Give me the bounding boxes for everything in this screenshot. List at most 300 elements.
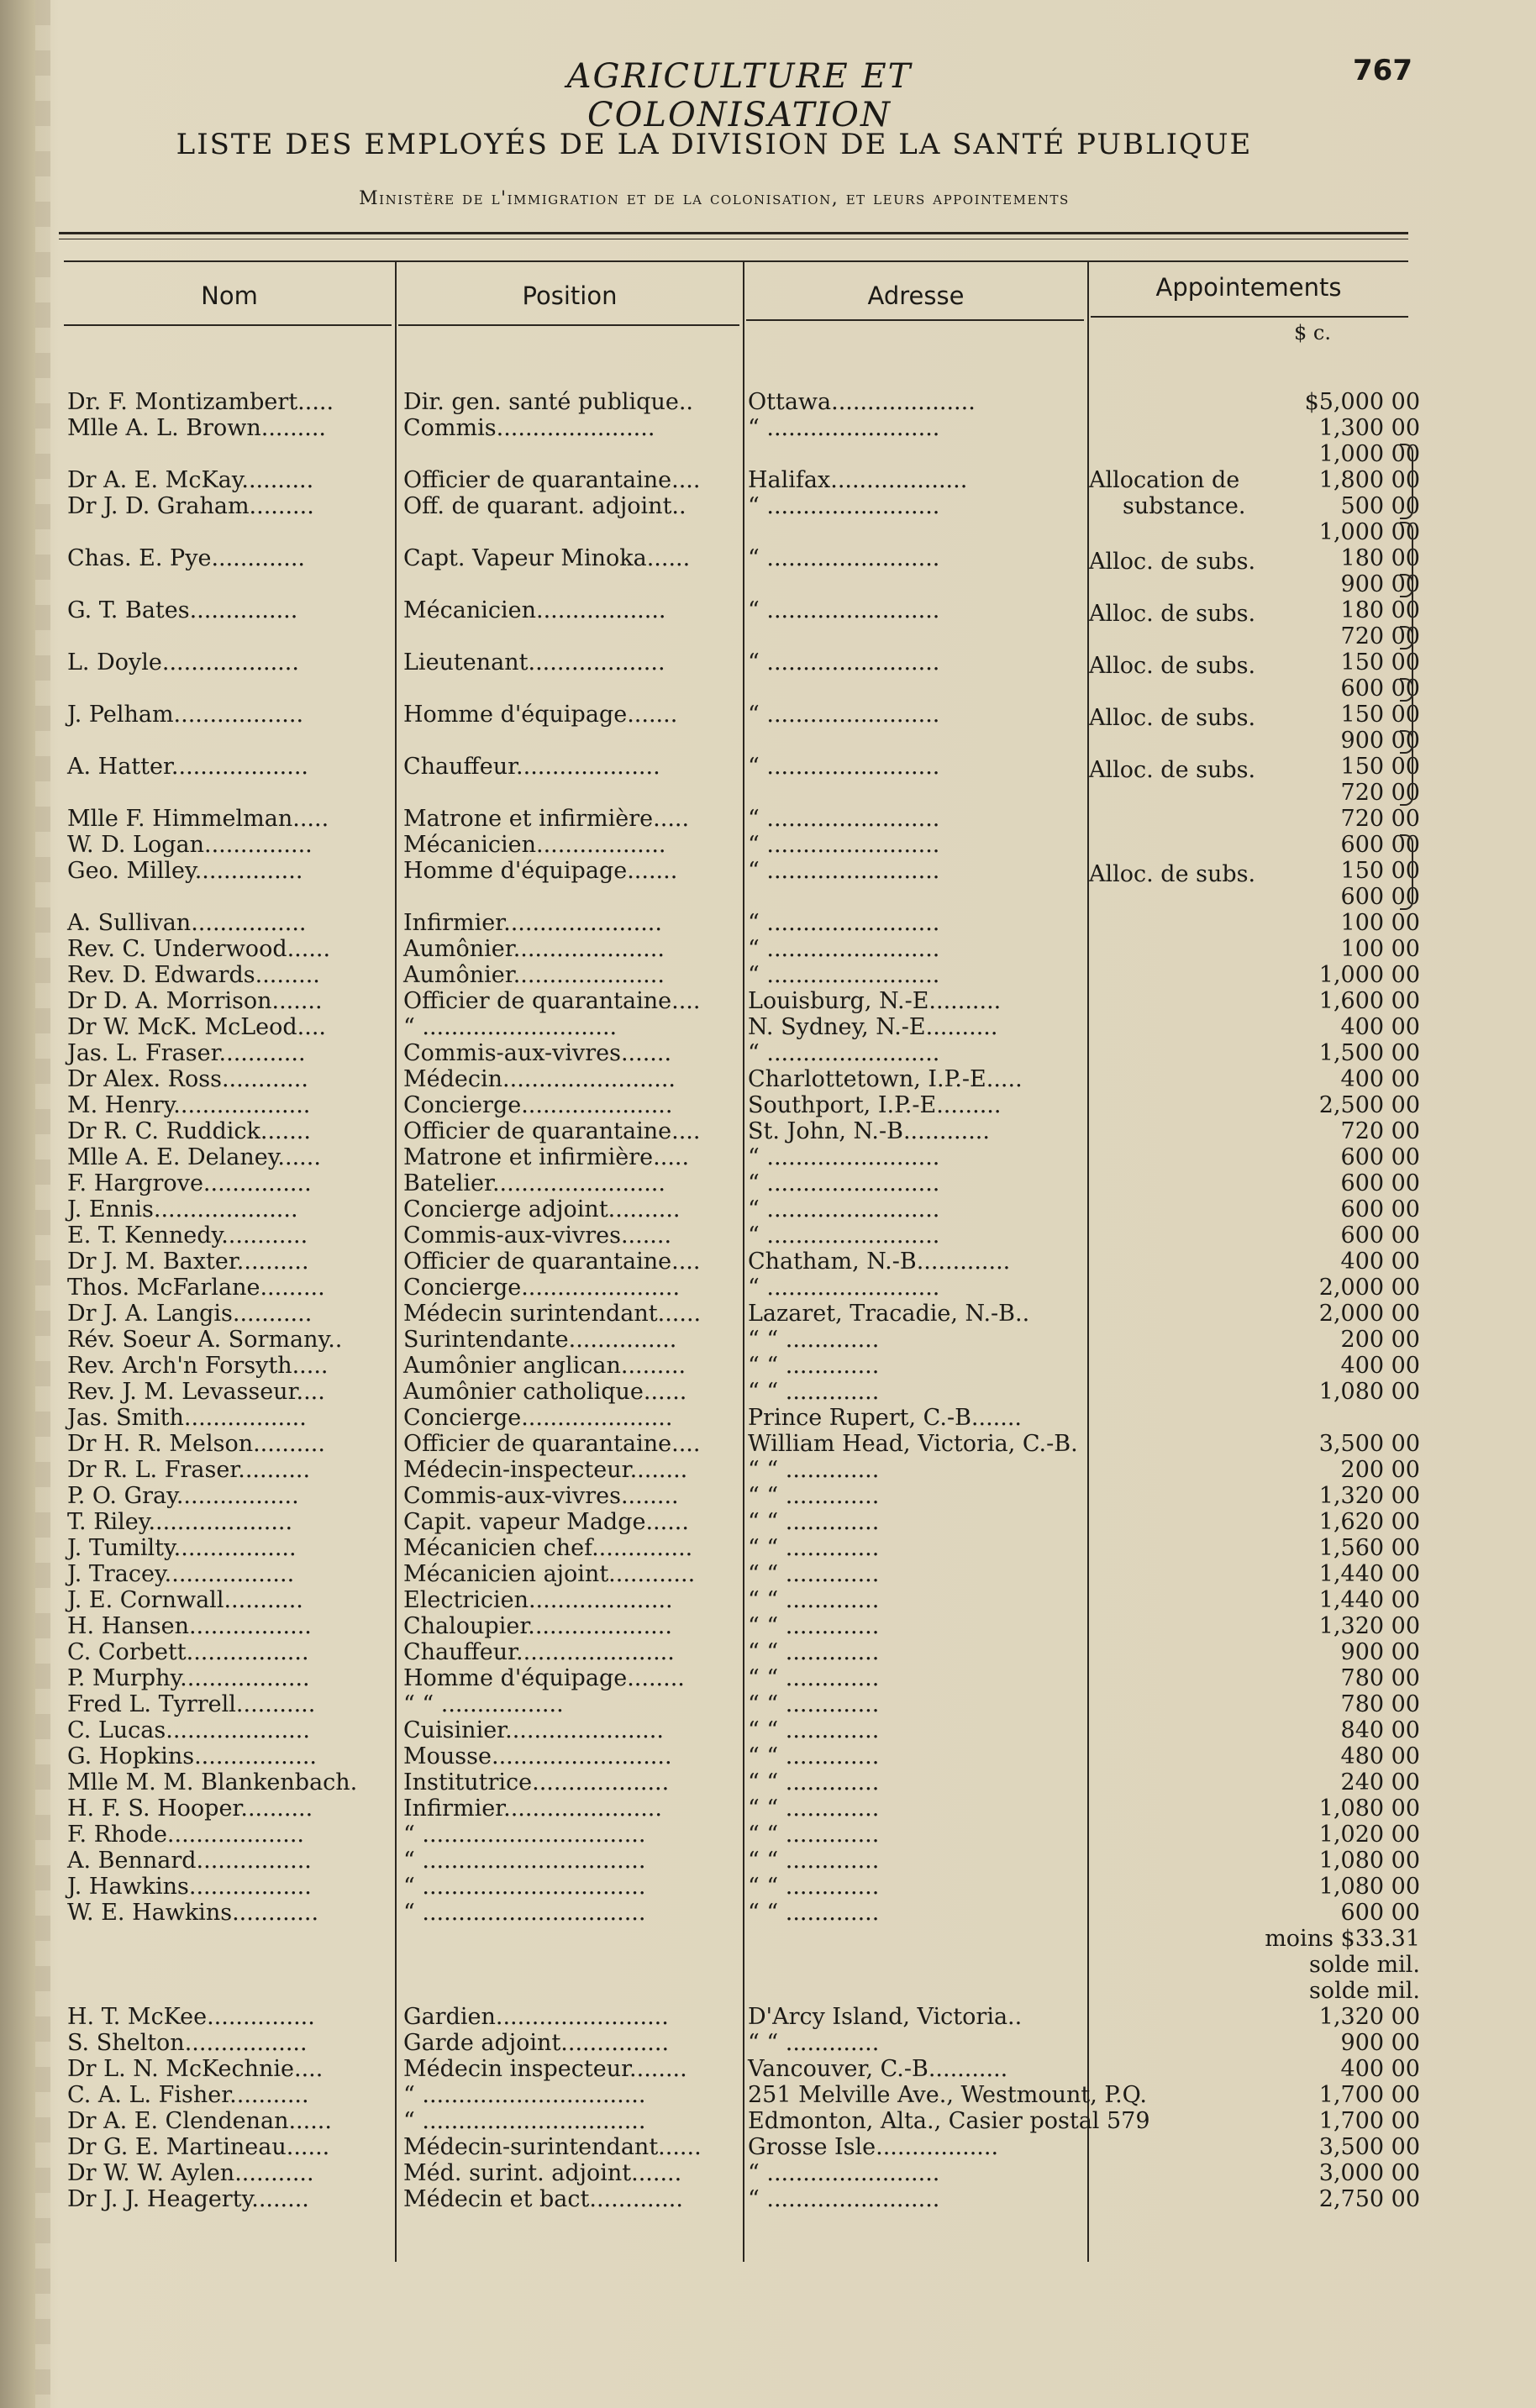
employee-address: “ ........................ — [748, 910, 940, 936]
employee-address: “ “ ............. — [748, 1327, 880, 1353]
employee-name: Thos. McFarlane......... — [67, 1275, 325, 1301]
table-row — [0, 1874, 1536, 1900]
table-row — [0, 1066, 1536, 1092]
employee-name: A. Sullivan................ — [67, 910, 307, 936]
table-row — [0, 1222, 1536, 1249]
employee-salary: 1,300 00 — [1318, 415, 1420, 441]
employee-name: Mlle A. L. Brown......... — [67, 415, 326, 441]
employee-salary: 900 00 — [1340, 728, 1420, 754]
table-row — [0, 1900, 1536, 1926]
employee-salary: 3,500 00 — [1318, 2134, 1420, 2160]
employee-position: Mécanicien ajoint............ — [403, 1561, 696, 1587]
employee-address: “ “ ............. — [748, 1691, 880, 1717]
table-row — [0, 623, 1536, 649]
table-row — [0, 1118, 1536, 1144]
employee-address: “ ........................ — [748, 415, 940, 441]
employee-salary: 100 00 — [1340, 936, 1420, 962]
employee-address: “ “ ............. — [748, 1743, 880, 1769]
table-row — [0, 1249, 1536, 1275]
employee-position: “ ............................... — [403, 2082, 646, 2108]
allocation-label: Alloc. de subs. — [1089, 601, 1256, 627]
table-row — [0, 1926, 1536, 1952]
employee-name: H. T. McKee............... — [67, 2004, 315, 2030]
employee-salary: 1,440 00 — [1318, 1561, 1420, 1587]
table-row — [0, 1743, 1536, 1769]
employee-salary: 180 00 — [1340, 545, 1420, 571]
column-header-address: Adresse — [867, 281, 965, 310]
employee-address: “ “ ............. — [748, 1587, 880, 1613]
brace — [1400, 834, 1413, 910]
employee-address: N. Sydney, N.-E.......... — [748, 1014, 998, 1040]
table-row — [0, 2082, 1536, 2108]
table-row — [0, 2186, 1536, 2212]
employee-address: “ “ ............. — [748, 1535, 880, 1561]
table-row — [0, 988, 1536, 1014]
employee-salary: 1,320 00 — [1318, 1613, 1420, 1639]
employee-name: G. Hopkins................. — [67, 1743, 317, 1769]
table-row — [0, 910, 1536, 936]
employee-position: Concierge...................... — [403, 1275, 681, 1301]
allocation-label: Alloc. de subs. — [1089, 653, 1256, 679]
employee-salary: 150 00 — [1340, 754, 1420, 780]
employee-name: H. F. S. Hooper.......... — [67, 1795, 313, 1822]
employee-salary: 400 00 — [1340, 1014, 1420, 1040]
employee-address: Prince Rupert, C.-B....... — [748, 1405, 1023, 1431]
employee-position: Mécanicien.................. — [403, 597, 666, 623]
table-row — [0, 858, 1536, 884]
employee-name: J. Tumilty................. — [67, 1535, 297, 1561]
table-row — [0, 806, 1536, 832]
employee-salary: 1,620 00 — [1318, 1509, 1420, 1535]
employee-name: Geo. Milley............... — [67, 858, 303, 884]
employee-address: “ ........................ — [748, 858, 940, 884]
sub-title: Ministère de l'immigration et de la colonisation, et leurs appointements — [359, 188, 1070, 209]
employee-salary: 840 00 — [1340, 1717, 1420, 1743]
table-row — [0, 1822, 1536, 1848]
employee-salary: 400 00 — [1340, 1249, 1420, 1275]
table-row — [0, 1353, 1536, 1379]
employee-salary: 1,560 00 — [1318, 1535, 1420, 1561]
employee-salary: 480 00 — [1340, 1743, 1420, 1769]
employee-address: “ “ ............. — [748, 1822, 880, 1848]
employee-name: Fred L. Tyrrell........... — [67, 1691, 316, 1717]
employee-position: “ ........................... — [403, 1014, 618, 1040]
employee-position: Concierge..................... — [403, 1092, 673, 1118]
table-row — [0, 1717, 1536, 1743]
table-row — [0, 1587, 1536, 1613]
employee-salary: 400 00 — [1340, 1353, 1420, 1379]
table-row — [0, 1405, 1536, 1431]
table-row — [0, 441, 1536, 467]
employee-salary: 600 00 — [1340, 1222, 1420, 1249]
employee-position: Batelier........................ — [403, 1170, 665, 1196]
employee-position: Médecin surintendant...... — [403, 1301, 702, 1327]
employee-position: Commis...................... — [403, 415, 655, 441]
employee-name: Dr R. L. Fraser.......... — [67, 1457, 311, 1483]
employee-name: F. Rhode................... — [67, 1822, 304, 1848]
employee-name: Dr D. A. Morrison....... — [67, 988, 323, 1014]
employee-name: C. Lucas.................... — [67, 1717, 310, 1743]
table-row — [0, 884, 1536, 910]
employee-position: “ ............................... — [403, 1822, 646, 1848]
employee-salary: solde mil. — [1308, 1952, 1420, 1978]
employee-position: Chaloupier.................... — [403, 1613, 672, 1639]
employee-address: Vancouver, C.-B........... — [748, 2056, 1008, 2082]
table-row — [0, 1769, 1536, 1795]
employee-position: Homme d'équipage....... — [403, 858, 678, 884]
table-row — [0, 1327, 1536, 1353]
table-row — [0, 2004, 1536, 2030]
employee-address: “ “ ............. — [748, 1900, 880, 1926]
employee-name: Jas. L. Fraser............ — [67, 1040, 306, 1066]
employee-position: Concierge adjoint.......... — [403, 1196, 681, 1222]
employee-salary: 600 00 — [1340, 1900, 1420, 1926]
employee-salary: 780 00 — [1340, 1691, 1420, 1717]
table-row — [0, 1014, 1536, 1040]
employee-position: Médecin-surintendant...... — [403, 2134, 702, 2160]
table-row — [0, 597, 1536, 623]
employee-salary: 600 00 — [1340, 1196, 1420, 1222]
employee-position: Officier de quarantaine.... — [403, 467, 701, 493]
employee-salary: 1,500 00 — [1318, 1040, 1420, 1066]
table-row — [0, 1952, 1536, 1978]
employee-position: Mousse......................... — [403, 1743, 672, 1769]
employee-name: Dr J. D. Graham......... — [67, 493, 314, 519]
table-row — [0, 1848, 1536, 1874]
employee-name: P. O. Gray................. — [67, 1483, 299, 1509]
employee-name: Jas. Smith................. — [67, 1405, 307, 1431]
table-row — [0, 1275, 1536, 1301]
employee-salary: 3,000 00 — [1318, 2160, 1420, 2186]
allocation-label-cont: substance. — [1123, 493, 1246, 519]
employee-position: Aumônier..................... — [403, 936, 665, 962]
employee-position: Capt. Vapeur Minoka...... — [403, 545, 691, 571]
employee-address: “ ........................ — [748, 936, 940, 962]
column-header-name: Nom — [201, 281, 258, 310]
employee-salary: 1,600 00 — [1318, 988, 1420, 1014]
employee-name: Dr Alex. Ross............ — [67, 1066, 308, 1092]
employee-salary: 150 00 — [1340, 702, 1420, 728]
table-row — [0, 2056, 1536, 2082]
table-row — [0, 1196, 1536, 1222]
employee-salary: 1,320 00 — [1318, 2004, 1420, 2030]
employee-name: C. Corbett................. — [67, 1639, 309, 1665]
employee-name: P. Murphy.................. — [67, 1665, 310, 1691]
employee-salary: 200 00 — [1340, 1327, 1420, 1353]
table-row — [0, 1639, 1536, 1665]
employee-name: A. Bennard................ — [67, 1848, 312, 1874]
allocation-label: Alloc. de subs. — [1089, 705, 1256, 731]
employee-position: Aumônier catholique...... — [403, 1379, 687, 1405]
employee-address: “ “ ............. — [748, 1379, 880, 1405]
employee-name: T. Riley.................... — [67, 1509, 293, 1535]
employee-address: Edmonton, Alta., Casier postal 579 — [748, 2108, 1150, 2134]
employee-name: Rev. Arch'n Forsyth..... — [67, 1353, 329, 1379]
employee-salary: 3,500 00 — [1318, 1431, 1420, 1457]
employee-salary: 100 00 — [1340, 910, 1420, 936]
employee-name: Dr R. C. Ruddick....... — [67, 1118, 311, 1144]
employee-name: G. T. Bates............... — [67, 597, 298, 623]
employee-address: “ “ ............. — [748, 1457, 880, 1483]
brace — [1400, 730, 1413, 806]
employee-salary: 1,080 00 — [1318, 1795, 1420, 1822]
employee-name: Dr J. M. Baxter.......... — [67, 1249, 309, 1275]
table-row — [0, 1483, 1536, 1509]
employee-salary: 1,080 00 — [1318, 1379, 1420, 1405]
employee-salary: 720 00 — [1340, 1118, 1420, 1144]
employee-position: Commis-aux-vivres........ — [403, 1483, 679, 1509]
employee-position: Matrone et infirmière..... — [403, 1144, 690, 1170]
employee-position: Dir. gen. santé publique.. — [403, 389, 694, 415]
employee-address: “ ........................ — [748, 493, 940, 519]
employee-position: Commis-aux-vivres....... — [403, 1222, 672, 1249]
employee-salary: 1,000 00 — [1318, 519, 1420, 545]
employee-name: Dr W. McK. McLeod.... — [67, 1014, 326, 1040]
employee-salary: 1,700 00 — [1318, 2108, 1420, 2134]
employee-position: Méd. surint. adjoint....... — [403, 2160, 682, 2186]
employee-address: “ “ ............. — [748, 1613, 880, 1639]
employee-address: Chatham, N.-B............. — [748, 1249, 1011, 1275]
employee-address: Charlottetown, I.P.-E..... — [748, 1066, 1023, 1092]
employee-position: Commis-aux-vivres....... — [403, 1040, 672, 1066]
employee-name: Chas. E. Pye............. — [67, 545, 306, 571]
employee-salary: 1,020 00 — [1318, 1822, 1420, 1848]
employee-position: “ ............................... — [403, 2108, 646, 2134]
employee-address: “ “ ............. — [748, 1717, 880, 1743]
employee-salary: 1,800 00 — [1318, 467, 1420, 493]
table-row — [0, 1561, 1536, 1587]
employee-position: “ ............................... — [403, 1874, 646, 1900]
employee-salary: 600 00 — [1340, 884, 1420, 910]
allocation-label: Alloc. de subs. — [1089, 861, 1256, 887]
employee-name: Rev. J. M. Levasseur.... — [67, 1379, 325, 1405]
employee-salary: 720 00 — [1340, 623, 1420, 649]
employee-salary: 600 00 — [1340, 1144, 1420, 1170]
employee-salary: 2,000 00 — [1318, 1301, 1420, 1327]
table-row — [0, 415, 1536, 441]
table-row — [0, 389, 1536, 415]
table-row — [0, 467, 1536, 493]
employee-address: “ ........................ — [748, 1275, 940, 1301]
employee-name: Dr G. E. Martineau...... — [67, 2134, 330, 2160]
table-row — [0, 780, 1536, 806]
table-row — [0, 1665, 1536, 1691]
employee-address: D'Arcy Island, Victoria.. — [748, 2004, 1023, 2030]
employee-position: Electricien.................... — [403, 1587, 673, 1613]
table-row — [0, 1691, 1536, 1717]
employee-name: Dr A. E. Clendenan...... — [67, 2108, 332, 2134]
employee-salary: 200 00 — [1340, 1457, 1420, 1483]
column-header-position: Position — [522, 281, 618, 310]
employee-salary: solde mil. — [1308, 1978, 1420, 2004]
employee-salary: moins $33.31 — [1265, 1926, 1420, 1952]
employee-position: Officier de quarantaine.... — [403, 988, 701, 1014]
employee-position: Médecin inspecteur........ — [403, 2056, 687, 2082]
table-row — [0, 1170, 1536, 1196]
employee-name: Dr H. R. Melson.......... — [67, 1431, 325, 1457]
employee-position: “ ............................... — [403, 1848, 646, 1874]
employee-position: Surintendante............... — [403, 1327, 677, 1353]
employee-position: Médecin........................ — [403, 1066, 676, 1092]
employee-name: Dr A. E. McKay.......... — [67, 467, 314, 493]
table-row — [0, 1144, 1536, 1170]
table-row — [0, 728, 1536, 754]
employee-address: “ ........................ — [748, 754, 940, 780]
table-row — [0, 2030, 1536, 2056]
employee-name: L. Doyle................... — [67, 649, 299, 676]
employee-salary: 600 00 — [1340, 676, 1420, 702]
employee-salary: 400 00 — [1340, 1066, 1420, 1092]
table-row — [0, 702, 1536, 728]
allocation-label: Allocation de — [1089, 467, 1240, 493]
employee-address: “ ........................ — [748, 806, 940, 832]
table-row — [0, 571, 1536, 597]
employee-name: Dr L. N. McKechnie.... — [67, 2056, 324, 2082]
employee-salary: 1,080 00 — [1318, 1874, 1420, 1900]
table-row — [0, 1613, 1536, 1639]
table-row — [0, 2108, 1536, 2134]
employee-address: “ “ ............. — [748, 1639, 880, 1665]
employee-address: “ ........................ — [748, 1144, 940, 1170]
employee-name: Dr. F. Montizambert..... — [67, 389, 334, 415]
employee-position: “ “ ................. — [403, 1691, 564, 1717]
table-row — [0, 1795, 1536, 1822]
employee-address: “ “ ............. — [748, 1769, 880, 1795]
table-row — [0, 1092, 1536, 1118]
employee-name: Rév. Soeur A. Sormany.. — [67, 1327, 343, 1353]
employee-name: Mlle M. M. Blankenbach. — [67, 1769, 358, 1795]
employee-salary: 1,320 00 — [1318, 1483, 1420, 1509]
table-row — [0, 1431, 1536, 1457]
employee-address: “ ........................ — [748, 1196, 940, 1222]
table-row — [0, 832, 1536, 858]
employee-position: Médecin et bact............. — [403, 2186, 683, 2212]
employee-address: “ ........................ — [748, 962, 940, 988]
employee-address: “ ........................ — [748, 597, 940, 623]
employee-address: St. John, N.-B............ — [748, 1118, 990, 1144]
employee-position: Officier de quarantaine.... — [403, 1249, 701, 1275]
table-row — [0, 649, 1536, 676]
employee-address: “ ........................ — [748, 545, 940, 571]
employee-address: “ ........................ — [748, 2160, 940, 2186]
table-row — [0, 962, 1536, 988]
table-row — [0, 1535, 1536, 1561]
page-number: 767 — [1353, 54, 1412, 87]
employee-address: “ “ ............. — [748, 1874, 880, 1900]
employee-name: M. Henry................... — [67, 1092, 311, 1118]
employee-salary: 2,000 00 — [1318, 1275, 1420, 1301]
employee-name: C. A. L. Fisher........... — [67, 2082, 309, 2108]
employee-address: “ ........................ — [748, 1170, 940, 1196]
employee-name: F. Hargrove............... — [67, 1170, 312, 1196]
employee-position: Infirmier...................... — [403, 910, 662, 936]
employee-name: W. E. Hawkins............ — [67, 1900, 319, 1926]
employee-address: “ ........................ — [748, 1222, 940, 1249]
employee-salary: 180 00 — [1340, 597, 1420, 623]
employee-name: J. Ennis.................... — [67, 1196, 298, 1222]
employee-address: “ “ ............. — [748, 1483, 880, 1509]
employee-position: Chauffeur.................... — [403, 754, 660, 780]
table-row — [0, 1978, 1536, 2004]
employee-position: Off. de quarant. adjoint.. — [403, 493, 686, 519]
employee-position: Homme d'équipage........ — [403, 1665, 685, 1691]
employee-position: Garde adjoint............... — [403, 2030, 670, 2056]
employee-position: Officier de quarantaine.... — [403, 1118, 701, 1144]
table-row — [0, 1040, 1536, 1066]
employee-salary: 240 00 — [1340, 1769, 1420, 1795]
employee-name: E. T. Kennedy............ — [67, 1222, 308, 1249]
table-row — [0, 936, 1536, 962]
employee-position: Homme d'équipage....... — [403, 702, 678, 728]
employee-name: J. Pelham.................. — [67, 702, 304, 728]
employee-address: Southport, I.P.-E......... — [748, 1092, 1002, 1118]
table-row — [0, 545, 1536, 571]
employee-salary: 720 00 — [1340, 780, 1420, 806]
employee-salary: 1,080 00 — [1318, 1848, 1420, 1874]
employee-position: Concierge..................... — [403, 1405, 673, 1431]
employee-position: Lieutenant................... — [403, 649, 665, 676]
employee-salary: 1,000 00 — [1318, 962, 1420, 988]
employee-position: Institutrice................... — [403, 1769, 670, 1795]
employee-address: “ “ ............. — [748, 1665, 880, 1691]
employee-address: “ “ ............. — [748, 1509, 880, 1535]
employee-name: J. Tracey.................. — [67, 1561, 295, 1587]
table-row — [0, 1457, 1536, 1483]
list-title: LISTE DES EMPLOYÉS DE LA DIVISION DE LA SANTÉ PUBLIQUE — [176, 128, 1253, 161]
employee-salary: 1,000 00 — [1318, 441, 1420, 467]
employee-name: Dr J. J. Heagerty........ — [67, 2186, 309, 2212]
employee-name: Dr J. A. Langis........... — [67, 1301, 313, 1327]
employee-address: Ottawa.................... — [748, 389, 976, 415]
employee-position: Cuisinier...................... — [403, 1717, 664, 1743]
currency-header: $ c. — [1294, 321, 1331, 344]
employee-salary: 500 00 — [1340, 493, 1420, 519]
employee-salary: 1,700 00 — [1318, 2082, 1420, 2108]
employee-address: “ ........................ — [748, 832, 940, 858]
employee-name: J. E. Cornwall........... — [67, 1587, 303, 1613]
employee-position: Chauffeur...................... — [403, 1639, 675, 1665]
employee-salary: 600 00 — [1340, 1170, 1420, 1196]
employee-salary: 600 00 — [1340, 832, 1420, 858]
employee-salary: $5,000 00 — [1304, 389, 1420, 415]
table-row — [0, 754, 1536, 780]
employee-position: Aumônier..................... — [403, 962, 665, 988]
employee-address: “ “ ............. — [748, 1848, 880, 1874]
employee-position: Mécanicien chef.............. — [403, 1535, 693, 1561]
employee-position: Mécanicien.................. — [403, 832, 666, 858]
employee-position: Infirmier...................... — [403, 1795, 662, 1822]
employee-position: Aumônier anglican......... — [403, 1353, 686, 1379]
employee-salary: 1,440 00 — [1318, 1587, 1420, 1613]
employee-salary: 2,500 00 — [1318, 1092, 1420, 1118]
employee-address: Louisburg, N.-E.......... — [748, 988, 1002, 1014]
employee-salary: 150 00 — [1340, 649, 1420, 676]
employee-address: Lazaret, Tracadie, N.-B.. — [748, 1301, 1030, 1327]
table-row — [0, 1379, 1536, 1405]
employee-address: William Head, Victoria, C.-B. — [748, 1431, 1078, 1457]
employee-salary: 780 00 — [1340, 1665, 1420, 1691]
employee-address: 251 Melville Ave., Westmount, P.Q. — [748, 2082, 1148, 2108]
employee-address: “ ........................ — [748, 702, 940, 728]
employee-address: “ “ ............. — [748, 1561, 880, 1587]
employee-address: “ ........................ — [748, 649, 940, 676]
employee-address: Grosse Isle................. — [748, 2134, 999, 2160]
table-row — [0, 1509, 1536, 1535]
employee-name: Mlle F. Himmelman..... — [67, 806, 329, 832]
employee-address: “ “ ............. — [748, 1795, 880, 1822]
employee-position: Capit. vapeur Madge...... — [403, 1509, 689, 1535]
employee-name: H. Hansen................. — [67, 1613, 312, 1639]
